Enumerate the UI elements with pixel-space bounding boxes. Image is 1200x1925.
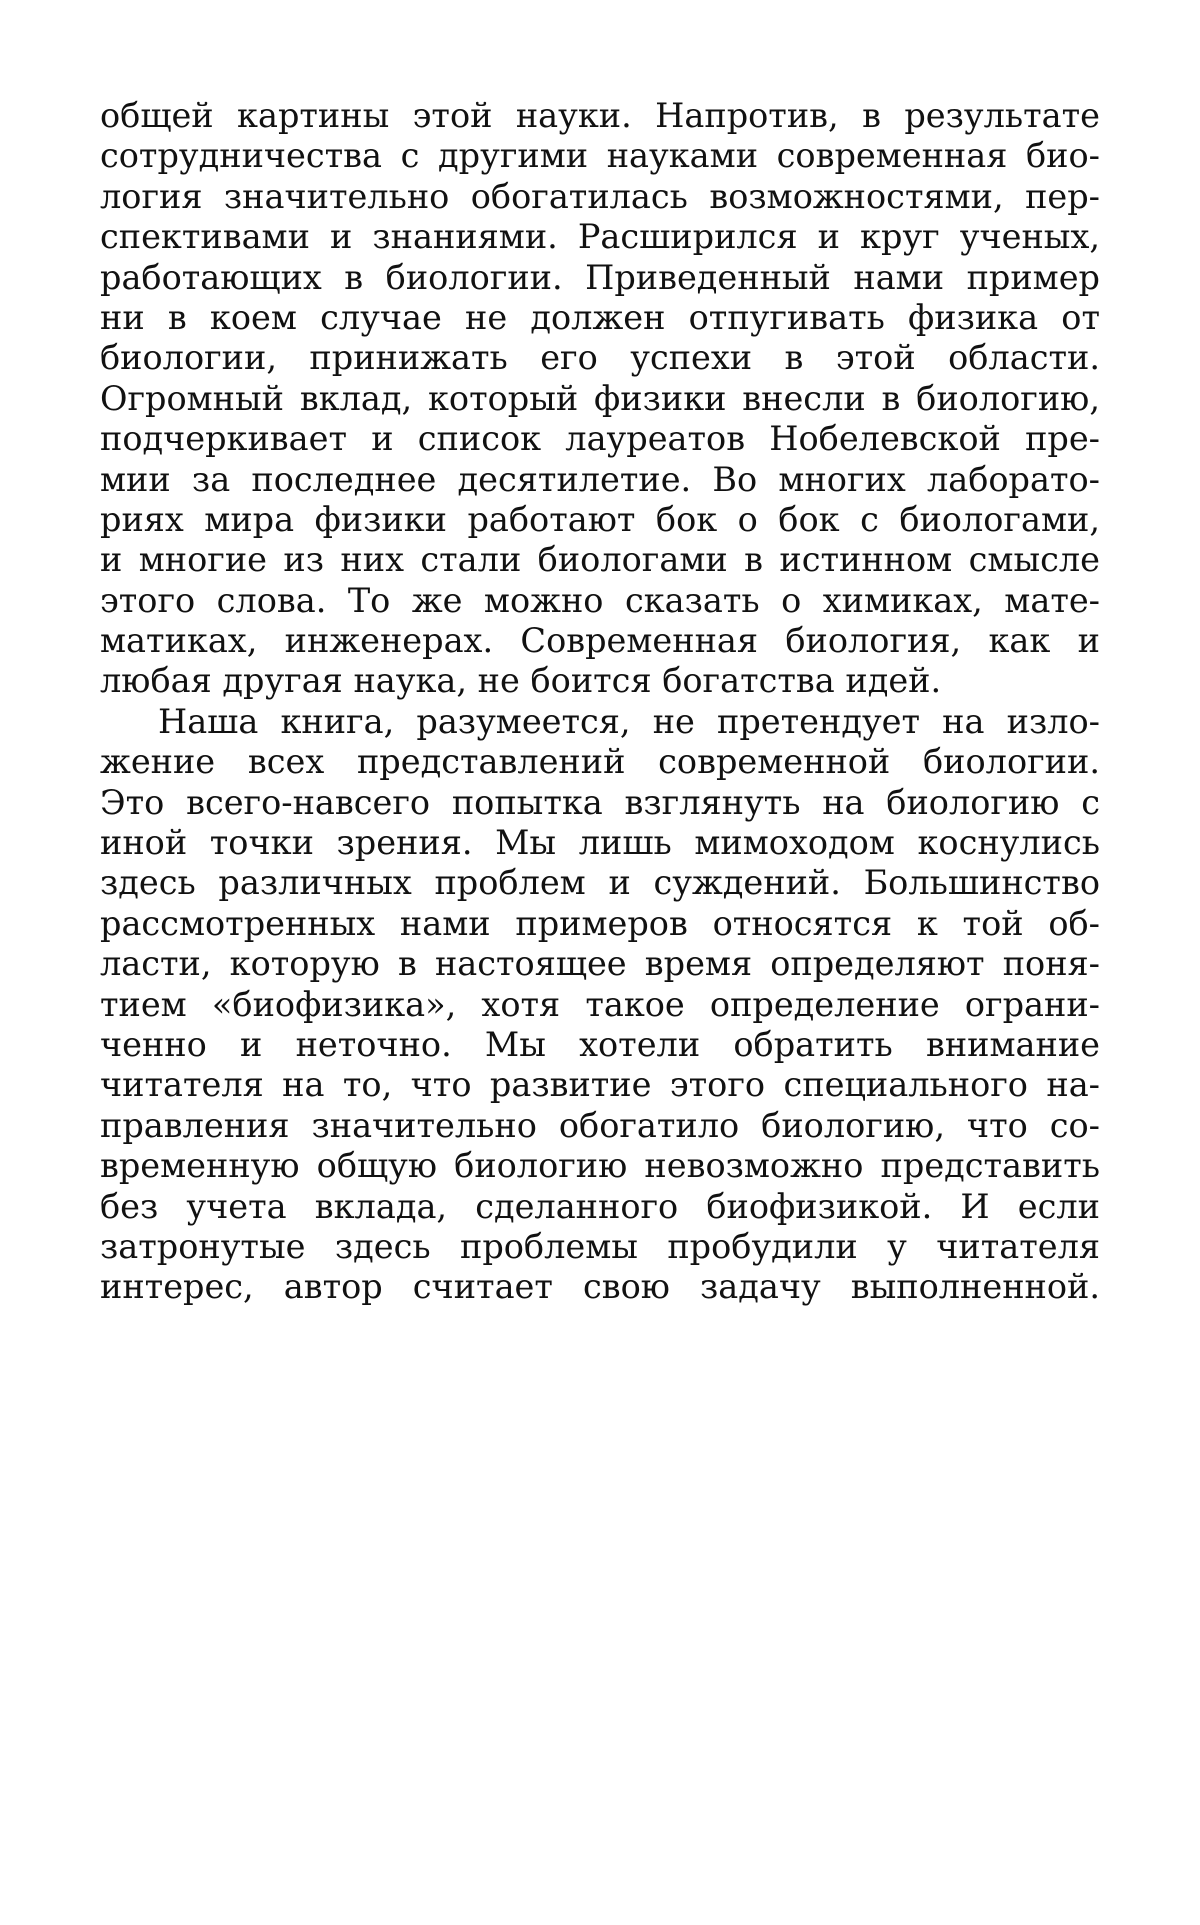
text-line: рассмотренных нами примеров относятся к той об- xyxy=(100,903,1100,943)
text-line: Наша книга, разумеется, не претендует на изло- xyxy=(158,701,1100,741)
text-line: общей картины этой науки. Напротив, в результате xyxy=(100,96,1100,135)
text-line: риях мира физики работают бок о бок с биологами, xyxy=(100,499,1100,539)
text-line: здесь различных проблем и суждений. Большинство xyxy=(100,863,1100,903)
text-line: мии за последнее десятилетие. Во многих лаборато- xyxy=(100,459,1100,499)
text-line: временную общую биологию невозможно представить xyxy=(100,1146,1100,1186)
text-line: и многие из них стали биологами в истинном смысле xyxy=(100,540,1100,580)
text-line: ченно и неточно. Мы хотели обратить внимание xyxy=(100,1024,1100,1064)
text-line: тием «биофизика», хотя такое определение ограни- xyxy=(100,984,1100,1024)
text-line: Это всего-навсего попытка взглянуть на биологию с xyxy=(100,782,1100,822)
paragraph-2 xyxy=(100,702,1100,1308)
text-line: интерес, автор считает свою задачу выполненной. xyxy=(100,1267,1100,1307)
paragraph-1 xyxy=(100,96,1100,702)
text-line: сотрудничества с другими науками современная био- xyxy=(100,136,1100,176)
text-line: иной точки зрения. Мы лишь мимоходом коснулись xyxy=(100,823,1100,863)
text-line: Огромный вклад, который физики внесли в биологию, xyxy=(100,378,1100,418)
text-line: биологии, принижать его успехи в этой области. xyxy=(100,338,1100,378)
text-line: этого слова. То же можно сказать о химиках, мате- xyxy=(100,580,1100,620)
text-line: спективами и знаниями. Расширился и круг ученых, xyxy=(100,217,1100,257)
text-line: ни в коем случае не должен отпугивать физика от xyxy=(100,297,1100,337)
text-line: логия значительно обогатилась возможностями, пер- xyxy=(100,176,1100,216)
text-line: правления значительно обогатило биологию, что со- xyxy=(100,1105,1100,1145)
text-line: читателя на то, что развитие этого специального на- xyxy=(100,1065,1100,1105)
text-line: любая другая наука, не боится богатства идей. xyxy=(100,661,942,701)
text-line: подчеркивает и список лауреатов Нобелевской пре- xyxy=(100,419,1100,459)
body-text xyxy=(100,96,1100,1308)
text-line: затронутые здесь проблемы пробудили у читателя xyxy=(100,1226,1100,1266)
text-line: ласти, которую в настоящее время определяют поня- xyxy=(100,944,1100,984)
text-line: матиках, инженерах. Современная биология, как и xyxy=(100,621,1100,661)
text-line: работающих в биологии. Приведенный нами пример xyxy=(100,257,1100,297)
text-line: без учета вклада, сделанного биофизикой. И если xyxy=(100,1186,1100,1226)
text-line: жение всех представлений современной биологии. xyxy=(100,742,1100,782)
